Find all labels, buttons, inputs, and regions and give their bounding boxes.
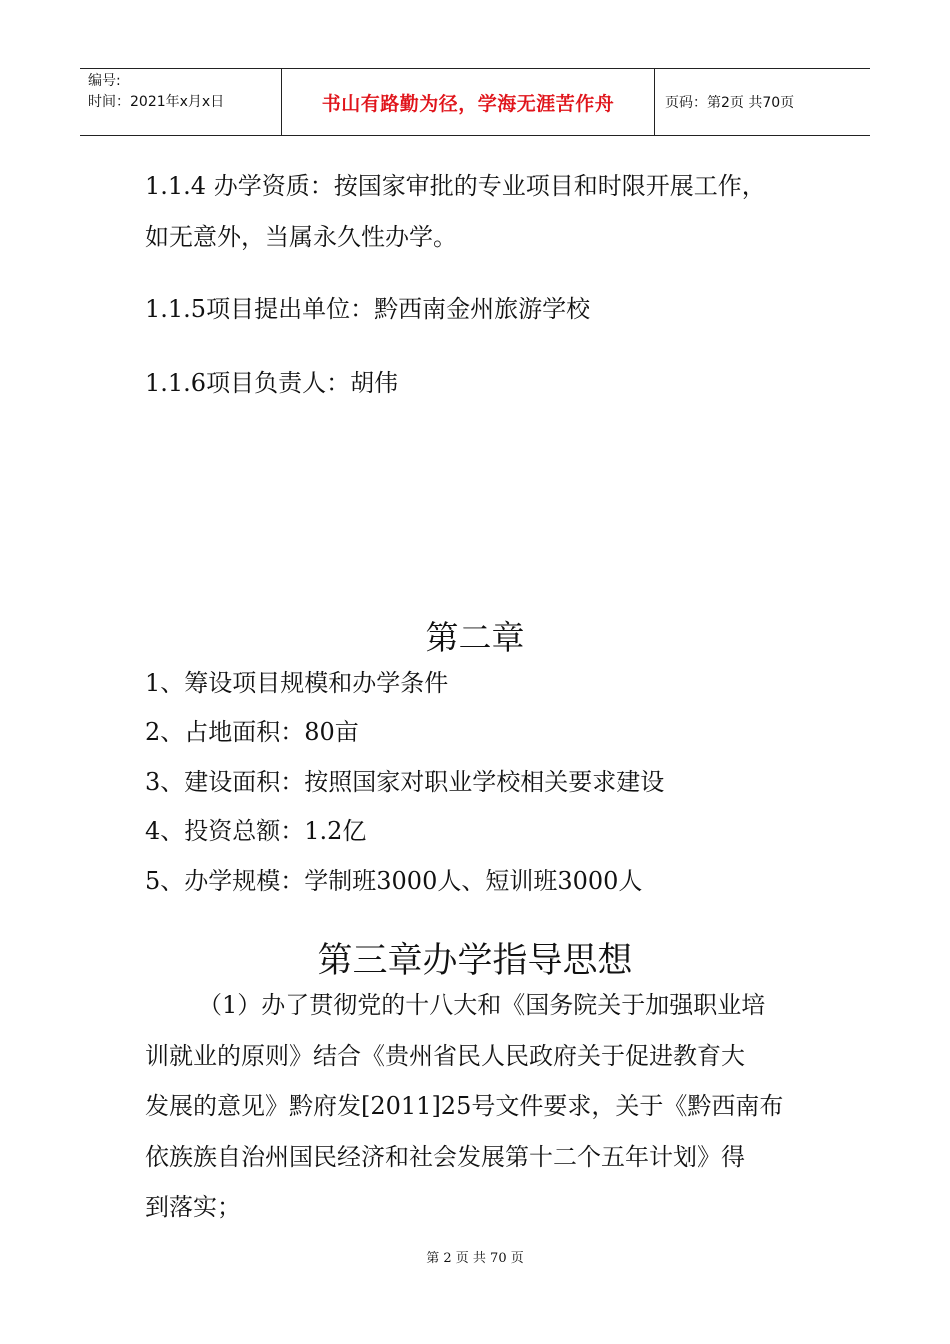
chapter-2-title: 第二章 <box>425 618 525 657</box>
chapter-3-paragraph-line: （1）办了贯彻党的十八大和《国务院关于加强职业培 <box>198 991 766 1019</box>
chapter-3-title: 第三章办学指导思想 <box>317 941 633 981</box>
chapter-2-item: 1、筹设项目规模和办学条件 <box>145 669 449 697</box>
chapter-2-item: 3、建设面积：按照国家对职业学校相关要求建设 <box>145 768 665 796</box>
page-footer: 第 2 页 共 70 页 <box>426 1251 524 1266</box>
chapter-3-paragraph-line: 依族族自治州国民经济和社会发展第十二个五年计划》得 <box>145 1143 745 1171</box>
chapter-2-item: 5、办学规模：学制班3000人、短训班3000人 <box>145 867 643 895</box>
page-header <box>80 68 870 136</box>
item-1-1-4-line2: 如无意外，当属永久性办学。 <box>145 223 457 251</box>
header-motto: 书山有路勤为径，学海无涯苦作舟 <box>282 69 655 135</box>
chapter-2-item: 4、投资总额：1.2亿 <box>145 817 367 845</box>
chapter-3-paragraph-line: 训就业的原则》结合《贵州省民人民政府关于促进教育大 <box>145 1042 745 1070</box>
chapter-3-paragraph-line: 到落实； <box>145 1193 241 1221</box>
chapter-3-paragraph-line: 发展的意见》黔府发[2011]25号文件要求，关于《黔西南布 <box>145 1092 784 1120</box>
document-number-label: 编号: <box>88 73 121 89</box>
item-1-1-4-line1: 1.1.4 办学资质：按国家审批的专业项目和时限开展工作， <box>145 172 766 200</box>
chapter-2-item: 2、占地面积：80亩 <box>145 718 359 746</box>
item-1-1-5: 1.1.5项目提出单位：黔西南金州旅游学校 <box>145 295 591 323</box>
item-1-1-6: 1.1.6项目负责人：胡伟 <box>145 369 399 397</box>
document-time-label: 时间：2021年x月x日 <box>88 94 225 110</box>
header-meta <box>80 69 282 135</box>
header-page-info: 页码：第2页 共70页 <box>665 95 795 111</box>
